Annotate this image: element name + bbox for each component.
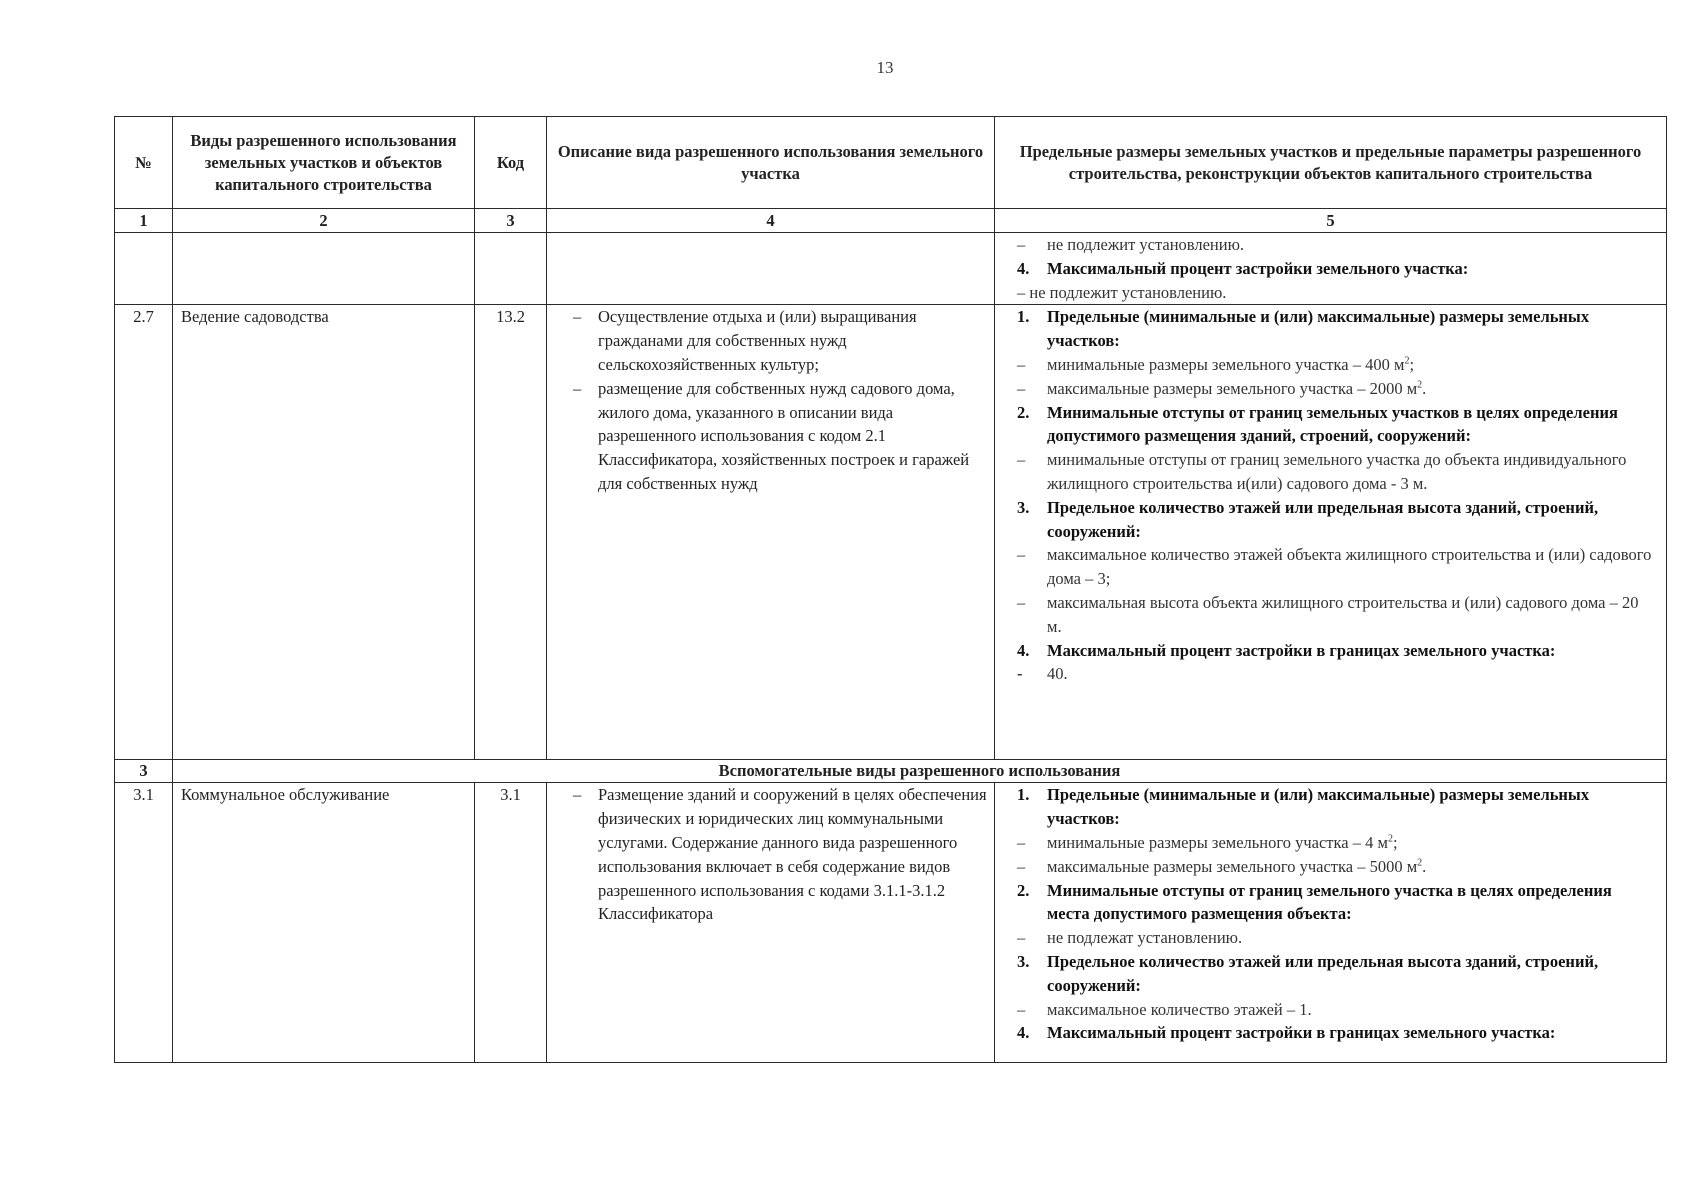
param-line: – не подлежит установлению.	[1017, 235, 1245, 254]
header-use-type: Виды разрешенного использования земельных участков и объектов капитального строительства	[173, 117, 475, 209]
param-line: – не подлежат установлению.	[1017, 928, 1243, 948]
description-item: – размещение для собственных нужд садового дома, жилого дома, указанного в описании вида разрешенного использования с кодом 2.1 Классификатора, хозяйственных построек и гаражей для собственных нужд	[555, 377, 990, 496]
cell-empty	[173, 233, 475, 305]
row-code: 3.1	[475, 783, 547, 1063]
row-parameters	[995, 783, 1667, 1063]
param-line: – максимальная высота объекта жилищного строительства и (или) садового дома – 20 м.	[1017, 592, 1639, 636]
param-line: – минимальные размеры земельного участка – 4 $м^2$;	[1017, 832, 1398, 852]
row-use-type: Ведение садоводства	[173, 305, 475, 760]
section-title: Вспомогательные виды разрешенного использования	[173, 760, 1667, 783]
param-heading: 4. Максимальный процент застройки в границах земельного участка:	[1017, 640, 1556, 660]
param-line: – максимальные размеры земельного участка – 2000 $м^2$.	[1017, 378, 1427, 398]
row-use-type: Коммунальное обслуживание	[173, 783, 475, 1063]
table-row-continuation	[115, 233, 1667, 305]
description-item: – Размещение зданий и сооружений в целях обеспечения физических и юридических лиц коммунальными услугами. Содержание данного вида разрешенного использования включает в себя содержание видов разрешенного использования с кодами 3.1.1-3.1.2 Классификатора	[555, 783, 990, 926]
description-item: – Осуществление отдыха и (или) выращивания гражданами для собственных нужд сельскохозяйственных культур;	[555, 305, 990, 376]
param-heading: 4. Максимальный процент застройки земельного участка:	[1017, 258, 1469, 278]
param-line: - 40.	[1017, 664, 1068, 684]
param-heading: 3. Предельное количество этажей или предельная высота зданий, строений, сооружений:	[1017, 497, 1599, 541]
column-number: 2	[173, 209, 475, 233]
section-number: 3	[115, 760, 173, 783]
column-number-row	[115, 209, 1667, 233]
cell-empty	[475, 233, 547, 305]
param-heading: 2. Минимальные отступы от границ земельного участка в целях определения места допустимого размещения объекта:	[1017, 880, 1612, 924]
cell-empty	[547, 233, 995, 305]
table-row	[115, 305, 1667, 760]
header-no: №	[115, 117, 173, 209]
row-code: 13.2	[475, 305, 547, 760]
row-parameters	[995, 305, 1667, 760]
row-number: 2.7	[115, 305, 173, 760]
column-number: 3	[475, 209, 547, 233]
column-number: 5	[995, 209, 1667, 233]
row-number: 3.1	[115, 783, 173, 1063]
param-line: – минимальные размеры земельного участка – 400 $м^2$;	[1017, 354, 1415, 374]
param-heading: 1. Предельные (минимальные и (или) максимальные) размеры земельных участков:	[1017, 785, 1590, 829]
param-heading: 2. Минимальные отступы от границ земельных участков в целях определения допустимого размещения зданий, строений, сооружений:	[1017, 402, 1618, 446]
header-description: Описание вида разрешенного использования земельного участка	[547, 117, 995, 209]
param-line: – максимальное количество этажей – 1.	[1017, 999, 1312, 1019]
param-line: – максимальные размеры земельного участка – 5000 $м^2$.	[1017, 856, 1427, 876]
param-line: – максимальное количество этажей объекта жилищного строительства и (или) садового дома – 3;	[1017, 545, 1652, 589]
land-use-table	[114, 116, 1667, 1063]
param-line: – минимальные отступы от границ земельного участка до объекта индивидуального жилищного строительства и(или) садового дома - 3 м.	[1017, 450, 1627, 493]
row-description	[547, 305, 995, 760]
header-code: Код	[475, 117, 547, 209]
row-description	[547, 783, 995, 1063]
section-row	[115, 760, 1667, 783]
param-heading: 1. Предельные (минимальные и (или) максимальные) размеры земельных участков:	[1017, 307, 1590, 351]
column-number: 1	[115, 209, 173, 233]
table-header-row	[115, 117, 1667, 209]
param-line: – не подлежит установлению.	[1017, 282, 1227, 302]
page-number: 13	[876, 58, 894, 77]
cell-parameters	[995, 233, 1667, 305]
column-number: 4	[547, 209, 995, 233]
header-parameters: Предельные размеры земельных участков и предельные параметры разрешенного строительства, реконструкции объектов капитального строительства	[995, 117, 1667, 209]
table-row	[115, 783, 1667, 1063]
cell-empty	[115, 233, 173, 305]
param-heading: 3. Предельное количество этажей или предельная высота зданий, строений, сооружений:	[1017, 951, 1599, 995]
param-heading: 4. Максимальный процент застройки в границах земельного участка:	[1017, 1023, 1556, 1043]
